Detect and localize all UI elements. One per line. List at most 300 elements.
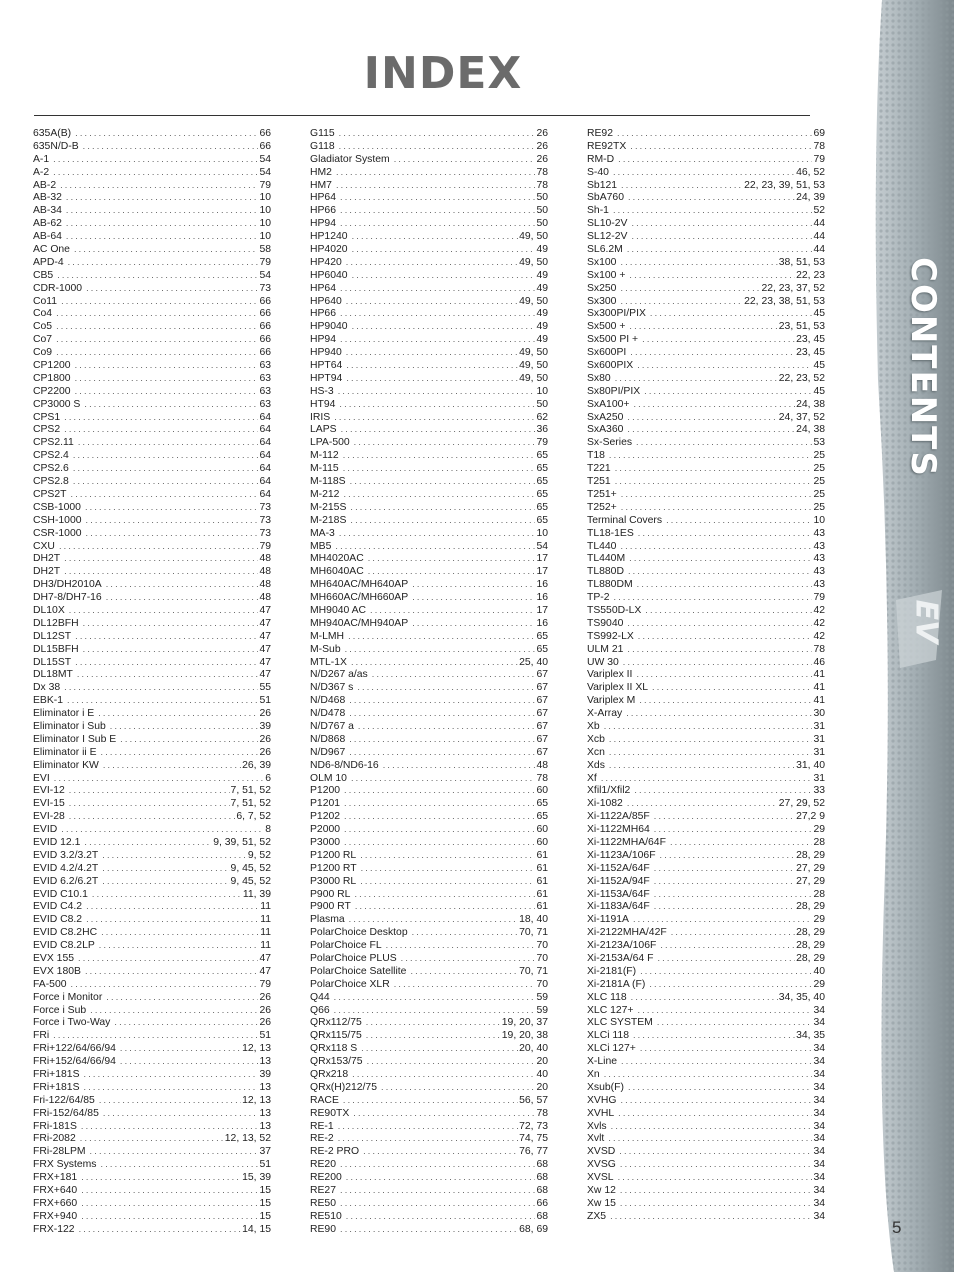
dot-leader: [99, 939, 259, 952]
dot-leader: [106, 578, 259, 591]
entry-name: Co7: [33, 334, 53, 346]
dot-leader: [670, 836, 813, 849]
index-entry: [587, 1081, 825, 1094]
entry-pages: 34, 35, 40: [778, 991, 825, 1003]
index-entry: [33, 849, 271, 862]
entry-name: Xcb: [587, 733, 605, 745]
dot-leader: [633, 398, 795, 411]
entry-name: Xw 15: [587, 1197, 616, 1209]
index-entry: [33, 604, 271, 617]
entry-pages: 48: [259, 592, 271, 604]
index-entry: [33, 1094, 271, 1107]
entry-name: FRi+152/64/66/94: [33, 1056, 116, 1068]
entry-pages: 47: [259, 669, 271, 681]
dot-leader: [346, 1171, 536, 1184]
entry-pages: 59: [536, 1004, 548, 1016]
dot-leader: [349, 707, 535, 720]
entry-pages: 34: [813, 1210, 825, 1222]
entry-pages: 10: [259, 192, 271, 204]
entry-pages: 26: [259, 708, 271, 720]
entry-pages: 28: [813, 888, 825, 900]
entry-name: P2000: [310, 824, 341, 836]
entry-name: Xfil1/Xfil2: [587, 785, 631, 797]
dot-leader: [358, 720, 536, 733]
entry-name: Variplex II XL: [587, 682, 649, 694]
dot-leader: [341, 423, 536, 436]
entry-name: Variplex M: [587, 695, 636, 707]
index-entry: [33, 1120, 271, 1133]
dot-leader: [637, 359, 812, 372]
index-entry: [587, 411, 825, 424]
entry-name: Xi-2123A/106F: [587, 940, 657, 952]
dot-leader: [86, 913, 259, 926]
entry-name: Xi-2181A (F): [587, 978, 646, 990]
dot-leader: [336, 179, 535, 192]
index-entry: [587, 784, 825, 797]
index-entry: [310, 243, 548, 256]
dot-leader: [620, 1184, 813, 1197]
entry-name: APD-4: [33, 256, 64, 268]
dot-leader: [352, 320, 536, 333]
dot-leader: [340, 1223, 518, 1236]
entry-name: SbA760: [587, 192, 624, 204]
entry-pages: 66: [259, 140, 271, 152]
index-entry: [310, 514, 548, 527]
entry-name: T252+: [587, 501, 617, 513]
entry-name: HP66: [310, 308, 336, 320]
index-entry: [310, 836, 548, 849]
dot-leader: [69, 604, 259, 617]
index-entry: [33, 862, 271, 875]
entry-pages: 11: [260, 914, 271, 926]
entry-pages: 40: [536, 1069, 548, 1081]
entry-name: QRx(H)212/75: [310, 1081, 377, 1093]
entry-pages: 31: [813, 772, 825, 784]
dot-leader: [101, 746, 259, 759]
dot-leader: [631, 230, 812, 243]
index-entry: [310, 1107, 548, 1120]
index-entry: [33, 449, 271, 462]
index-entry: [33, 282, 271, 295]
dot-leader: [621, 501, 813, 514]
dot-leader: [101, 1158, 259, 1171]
entry-name: HT94: [310, 398, 336, 410]
entry-pages: 66: [259, 308, 271, 320]
dot-leader: [340, 282, 535, 295]
dot-leader: [66, 217, 259, 230]
entry-name: Sh-1: [587, 205, 609, 217]
entry-pages: 41: [813, 682, 825, 694]
index-entry: [587, 656, 825, 669]
index-entry: [310, 656, 548, 669]
entry-name: FRi+181S: [33, 1069, 80, 1081]
entry-pages: 47: [259, 604, 271, 616]
index-entry: [33, 1107, 271, 1120]
entry-name: RE27: [310, 1185, 336, 1197]
index-entry: [33, 772, 271, 785]
entry-name: DH7-8/DH7-16: [33, 592, 102, 604]
entry-name: HM2: [310, 166, 332, 178]
entry-name: EVI-12: [33, 785, 65, 797]
index-entry: [33, 784, 271, 797]
index-entry: [33, 359, 271, 372]
dot-leader: [623, 656, 813, 669]
entry-pages: 41: [813, 669, 825, 681]
entry-pages: 49: [536, 334, 548, 346]
entry-name: Eliminator i E: [33, 708, 95, 720]
dot-leader: [620, 282, 760, 295]
index-entry: [310, 1029, 548, 1042]
dot-leader: [334, 991, 536, 1004]
index-entry: [587, 797, 825, 810]
entry-pages: 39: [259, 720, 271, 732]
entry-name: N/D267 a/as: [310, 669, 368, 681]
index-entry: [587, 217, 825, 230]
entry-name: CB5: [33, 269, 54, 281]
entry-pages: 22, 23: [796, 269, 825, 281]
entry-name: Q66: [310, 1004, 330, 1016]
entry-name: HP1240: [310, 231, 348, 243]
entry-name: ND6-8/ND6-16: [310, 759, 379, 771]
entry-pages: 59: [536, 991, 548, 1003]
entry-name: DH2T: [33, 566, 61, 578]
entry-pages: 24, 38: [796, 398, 825, 410]
entry-pages: 47: [259, 643, 271, 655]
entry-pages: 39: [259, 1069, 271, 1081]
index-entry: [587, 1210, 825, 1223]
entry-name: Sx600PI: [587, 347, 627, 359]
entry-pages: 43: [813, 553, 825, 565]
index-entry: [310, 140, 548, 153]
dot-leader: [652, 681, 812, 694]
entry-name: M-218S: [310, 514, 347, 526]
entry-name: XVHG: [587, 1094, 617, 1106]
dot-leader: [98, 707, 258, 720]
dot-leader: [102, 875, 229, 888]
dot-leader: [84, 836, 212, 849]
dot-leader: [80, 1132, 224, 1145]
entry-pages: 65: [536, 798, 548, 810]
index-entry: [310, 733, 548, 746]
entry-name: XVHL: [587, 1107, 615, 1119]
dot-leader: [609, 746, 813, 759]
entry-pages: 62: [536, 411, 548, 423]
dot-leader: [86, 514, 259, 527]
dot-leader: [344, 836, 535, 849]
dot-leader: [349, 746, 535, 759]
entry-pages: 63: [259, 372, 271, 384]
entry-name: Eliminator I Sub E: [33, 733, 117, 745]
entry-name: FRX+181: [33, 1172, 78, 1184]
index-entry: [33, 127, 271, 140]
index-entry: [33, 746, 271, 759]
index-entry: [33, 346, 271, 359]
dot-leader: [620, 1158, 813, 1171]
index-entry: [310, 1055, 548, 1068]
entry-pages: 31: [813, 733, 825, 745]
index-entry: [33, 423, 271, 436]
index-entry: [33, 191, 271, 204]
entry-name: TL880D: [587, 566, 624, 578]
entry-pages: 28: [813, 836, 825, 848]
index-entry: [587, 191, 825, 204]
entry-name: M-LMH: [310, 630, 345, 642]
dot-leader: [620, 540, 812, 553]
entry-name: FRi: [33, 1030, 50, 1042]
entry-pages: 20: [536, 1056, 548, 1068]
entry-name: TL18-1ES: [587, 527, 634, 539]
dot-leader: [630, 346, 795, 359]
dot-leader: [352, 269, 536, 282]
dot-leader: [346, 346, 518, 359]
index-entry: [587, 810, 825, 823]
entry-pages: 66: [259, 295, 271, 307]
index-entry: [33, 952, 271, 965]
index-entry: [33, 320, 271, 333]
entry-pages: 67: [536, 746, 548, 758]
entry-name: Xi-1122MH64: [587, 824, 650, 836]
entry-name: MH940AC/MH940AP: [310, 617, 409, 629]
dot-leader: [620, 295, 743, 308]
entry-name: XVSL: [587, 1172, 614, 1184]
index-entry: [587, 836, 825, 849]
entry-name: Force i Monitor: [33, 991, 103, 1003]
entry-pages: 52: [813, 205, 825, 217]
index-entry: [587, 1120, 825, 1133]
index-entry: [587, 746, 825, 759]
index-entry: [310, 681, 548, 694]
dot-leader: [361, 862, 536, 875]
index-entry: [310, 978, 548, 991]
index-entry: [33, 823, 271, 836]
index-entry: [33, 333, 271, 346]
entry-name: DL12BFH: [33, 617, 79, 629]
entry-name: FRi+181S: [33, 1081, 80, 1093]
entry-pages: 73: [259, 282, 271, 294]
entry-pages: 49, 50: [519, 231, 548, 243]
entry-name: LAPS: [310, 424, 337, 436]
entry-name: ULM 21: [587, 643, 624, 655]
index-entry: [587, 900, 825, 913]
entry-pages: 9, 45, 52: [230, 862, 271, 874]
dot-leader: [620, 1094, 812, 1107]
dot-leader: [627, 411, 777, 424]
index-entry: [33, 1042, 271, 1055]
entry-pages: 26: [259, 1004, 271, 1016]
dot-leader: [660, 939, 795, 952]
dot-leader: [357, 681, 535, 694]
index-entry: [310, 1171, 548, 1184]
index-entry: [310, 552, 548, 565]
entry-pages: 37: [259, 1146, 271, 1158]
index-entry: [33, 179, 271, 192]
index-entry: [33, 578, 271, 591]
index-entry: [310, 1120, 548, 1133]
entry-pages: 34: [813, 1081, 825, 1093]
entry-name: Eliminator KW: [33, 759, 99, 771]
dot-leader: [67, 694, 258, 707]
index-entry: [587, 630, 825, 643]
entry-name: XVSD: [587, 1146, 616, 1158]
index-entry: [310, 1094, 548, 1107]
entry-name: PolarChoice PLUS: [310, 953, 397, 964]
dot-leader: [370, 604, 535, 617]
entry-pages: 18, 40: [519, 914, 548, 926]
index-entry: [33, 720, 271, 733]
entry-name: RE510: [310, 1210, 342, 1222]
entry-pages: 67: [536, 695, 548, 707]
entry-pages: 72, 73: [519, 1120, 548, 1132]
dot-leader: [344, 823, 535, 836]
entry-name: IRIS: [310, 411, 331, 423]
index-entry: [310, 668, 548, 681]
entry-pages: 27, 29: [796, 862, 825, 874]
index-entry: [587, 720, 825, 733]
dot-leader: [637, 578, 813, 591]
index-entry: [33, 166, 271, 179]
index-entry: [33, 681, 271, 694]
dot-leader: [69, 797, 230, 810]
entry-name: DH2T: [33, 553, 61, 565]
dot-leader: [654, 875, 795, 888]
dot-leader: [621, 1055, 812, 1068]
index-entry: [310, 617, 548, 630]
dot-leader: [363, 1145, 518, 1158]
entry-pages: 56, 57: [519, 1094, 548, 1106]
dot-leader: [84, 1081, 259, 1094]
dot-leader: [613, 204, 812, 217]
entry-pages: 49, 50: [519, 372, 548, 384]
entry-name: UW 30: [587, 656, 619, 668]
dot-leader: [349, 733, 535, 746]
entry-pages: 34: [813, 1197, 825, 1209]
index-entry: [33, 1145, 271, 1158]
index-entry: [33, 926, 271, 939]
index-entry: [587, 939, 825, 952]
entry-name: P1200 RL: [310, 849, 357, 861]
index-entry: [33, 965, 271, 978]
dot-leader: [344, 797, 535, 810]
entry-name: P900 RL: [310, 888, 351, 900]
entry-pages: 47: [259, 965, 271, 977]
dot-leader: [654, 862, 795, 875]
index-entry: [33, 436, 271, 449]
dot-leader: [671, 926, 795, 939]
dot-leader: [604, 1068, 813, 1081]
entry-pages: 69: [813, 128, 825, 139]
index-entry: [587, 488, 825, 501]
index-column-1: [33, 127, 271, 1236]
entry-pages: 24, 37, 52: [778, 411, 825, 423]
index-entry: [310, 385, 548, 398]
dot-leader: [340, 191, 535, 204]
dot-leader: [633, 913, 812, 926]
dot-leader: [657, 1016, 813, 1029]
index-entry: [587, 926, 825, 939]
entry-name: FRi-28LPM: [33, 1146, 86, 1158]
entry-name: FA-500: [33, 978, 67, 990]
dot-leader: [78, 952, 258, 965]
entry-pages: 49, 50: [519, 360, 548, 372]
entry-pages: 29: [813, 978, 825, 990]
entry-name: SxA100+: [587, 398, 630, 410]
entry-pages: 66: [259, 334, 271, 346]
entry-name: DL12ST: [33, 630, 72, 642]
index-entry: [33, 991, 271, 1004]
dot-leader: [348, 630, 535, 643]
entry-pages: 29: [813, 824, 825, 836]
index-entry: [587, 733, 825, 746]
index-entry: [587, 320, 825, 333]
entry-name: ZX5: [587, 1210, 607, 1222]
index-entry: [587, 127, 825, 140]
entry-name: Q44: [310, 991, 330, 1003]
entry-pages: 6, 7, 52: [236, 811, 271, 823]
entry-name: FRX+640: [33, 1185, 78, 1197]
title-divider: [34, 115, 810, 116]
entry-pages: 63: [259, 360, 271, 372]
dot-leader: [66, 204, 259, 217]
index-entry: [310, 423, 548, 436]
dot-leader: [53, 166, 258, 179]
index-entry: [587, 1055, 825, 1068]
dot-leader: [81, 1120, 259, 1133]
entry-pages: 70: [536, 953, 548, 964]
entry-pages: 34: [813, 1120, 825, 1132]
dot-leader: [56, 307, 258, 320]
entry-pages: 12, 13, 52: [224, 1133, 271, 1145]
index-entry: [310, 127, 548, 140]
entry-pages: 13: [259, 1081, 271, 1093]
dot-leader: [628, 565, 812, 578]
entry-name: CSB-1000: [33, 501, 81, 513]
dot-leader: [120, 733, 258, 746]
entry-name: FRX+660: [33, 1197, 78, 1209]
index-entry: [310, 746, 548, 759]
dot-leader: [339, 127, 536, 140]
index-entry: [33, 733, 271, 746]
entry-pages: 34: [813, 1043, 825, 1055]
dot-leader: [56, 346, 258, 359]
index-entry: [310, 720, 548, 733]
entry-name: CPS2.4: [33, 450, 69, 462]
entry-pages: 64: [259, 463, 271, 475]
entry-pages: 60: [536, 824, 548, 836]
entry-pages: 67: [536, 733, 548, 745]
index-entry: [33, 1055, 271, 1068]
entry-pages: 43: [813, 540, 825, 552]
index-entry: [33, 978, 271, 991]
entry-pages: 51: [259, 1159, 271, 1171]
entry-name: N/D767 a: [310, 720, 354, 732]
entry-name: Xn: [587, 1069, 600, 1081]
index-entry: [33, 501, 271, 514]
entry-name: HP420: [310, 256, 342, 268]
entry-pages: 65: [536, 630, 548, 642]
entry-pages: 47: [259, 656, 271, 668]
entry-pages: 24, 38: [796, 424, 825, 436]
index-entry: [310, 475, 548, 488]
dot-leader: [354, 888, 535, 901]
entry-name: CP1800: [33, 372, 71, 384]
entry-name: FRX+940: [33, 1210, 78, 1222]
dot-leader: [634, 784, 812, 797]
dot-leader: [352, 243, 536, 256]
entry-pages: 13: [259, 1107, 271, 1119]
entry-pages: 8: [265, 824, 271, 836]
dot-leader: [75, 127, 258, 140]
dot-leader: [619, 1145, 812, 1158]
